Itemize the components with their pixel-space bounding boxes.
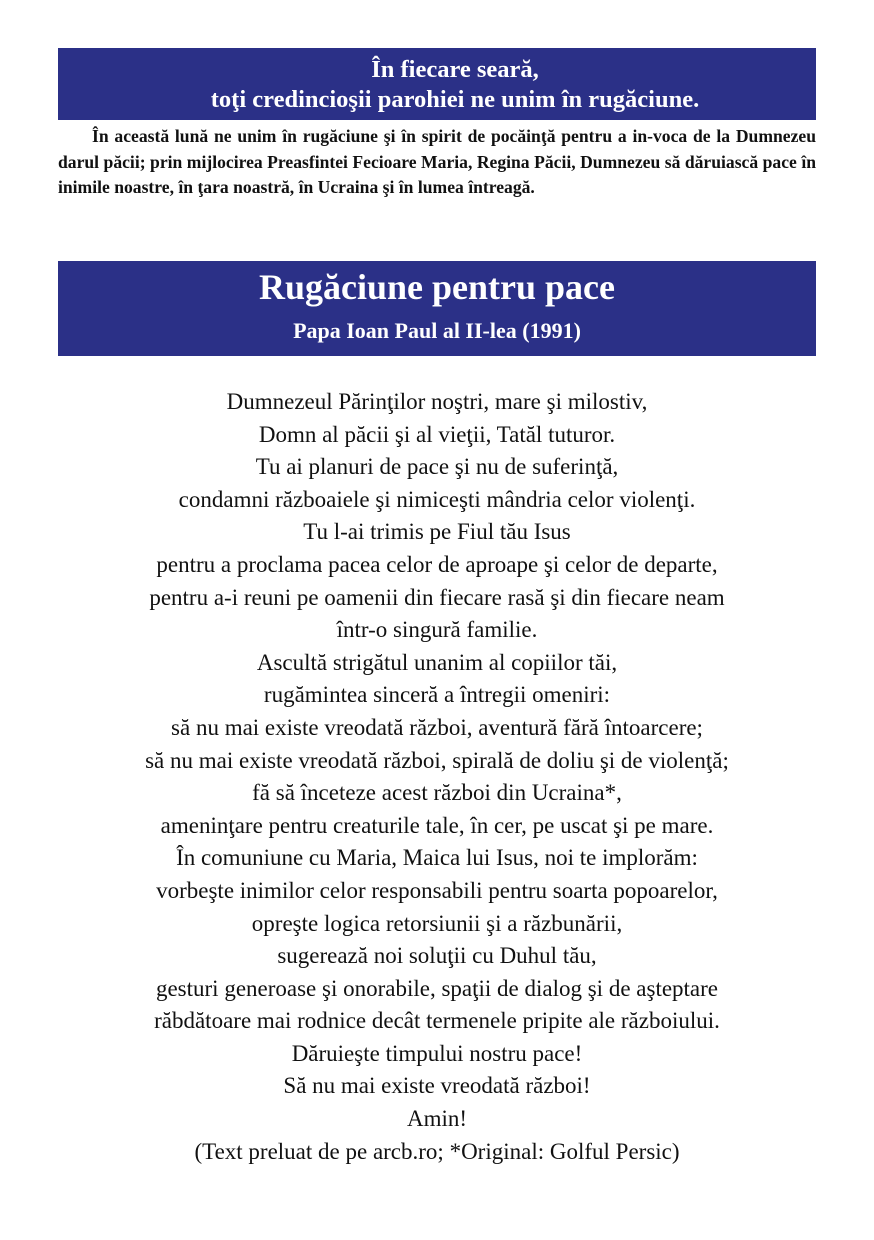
prayer-line: Dumnezeul Părinţilor noştri, mare şi milostiv, [226, 389, 648, 414]
prayer-line: opreşte logica retorsiunii şi a răzbunării, [251, 910, 623, 936]
prayer-line: pentru a proclama pacea celor de aproape şi celor de departe, [156, 551, 718, 577]
prayer-line: În comuniune cu Maria, Maica lui Isus, noi te implorăm: [176, 845, 698, 871]
prayer-line: Ascultă strigătul unanim al copiilor tăi, [256, 649, 618, 675]
prayer-line: ameninţare pentru creaturile tale, în cer, pe uscat şi pe mare. [160, 812, 714, 838]
prayer-line: gesturi generoase şi onorabile, spaţii de dialog şi de aşteptare [155, 975, 719, 1001]
source-note: (Text preluat de pe arcb.ro; *Original: Golful Persic) [194, 1138, 680, 1164]
prayer-line: Amin! [406, 1106, 468, 1132]
header-line-2: toţi credincioşii parohiei ne unim în rugăciune. [210, 86, 700, 113]
prayer-title-banner [58, 261, 816, 356]
prayer-line: Tu l-ai trimis pe Fiul tău Isus [303, 519, 571, 545]
prayer-line: să nu mai existe vreodată război, aventură fără întoarcere; [171, 714, 703, 740]
prayer-line: Să nu mai existe vreodată război! [283, 1073, 591, 1099]
prayer-line: Dăruieşte timpului nostru pace! [291, 1040, 583, 1066]
intro-text: În această lună ne unim în rugăciune şi în spirit de pocăinţă pentru a in-voca de la Dumnezeu darul păcii; prin mijlocirea Preasfintei Fecioare Maria, Regina Păcii, Dumnezeu să dăruiască pace în inimile noastre, în ţara noastră, în Ucraina şi în lumea întreagă. [58, 126, 816, 197]
prayer-line: Tu ai planuri de pace şi nu de suferinţă, [255, 454, 619, 480]
prayer-line: într-o singură familie. [336, 617, 538, 643]
prayer-line: rugămintea sinceră a întregii omeniri: [263, 682, 611, 708]
prayer-title: Rugăciune pentru pace [258, 267, 615, 307]
prayer-line: vorbeşte inimilor celor responsabili pentru soarta popoarelor, [156, 877, 718, 903]
header-line-1: În fiecare seară, [371, 56, 539, 83]
header-banner [58, 48, 816, 120]
prayer-author: Papa Ioan Paul al II-lea (1991) [293, 318, 581, 343]
prayer-line: condamni războaiele şi nimiceşti mândria celor violenţi. [178, 486, 696, 512]
prayer-text [40, 386, 834, 1168]
prayer-line: fă să înceteze acest război din Ucraina*, [252, 780, 622, 806]
prayer-line: răbdătoare mai rodnice decât termenele pripite ale războiului. [154, 1008, 720, 1034]
intro-paragraph [58, 124, 816, 201]
prayer-line: sugerează noi soluţii cu Duhul tău, [277, 943, 597, 969]
prayer-line: pentru a-i reuni pe oamenii din fiecare rasă şi din fiecare neam [149, 584, 725, 610]
prayer-line: Domn al păcii şi al vieţii, Tatăl tuturor. [258, 421, 616, 447]
prayer-line: să nu mai existe vreodată război, spirală de doliu şi de violenţă; [145, 747, 729, 773]
